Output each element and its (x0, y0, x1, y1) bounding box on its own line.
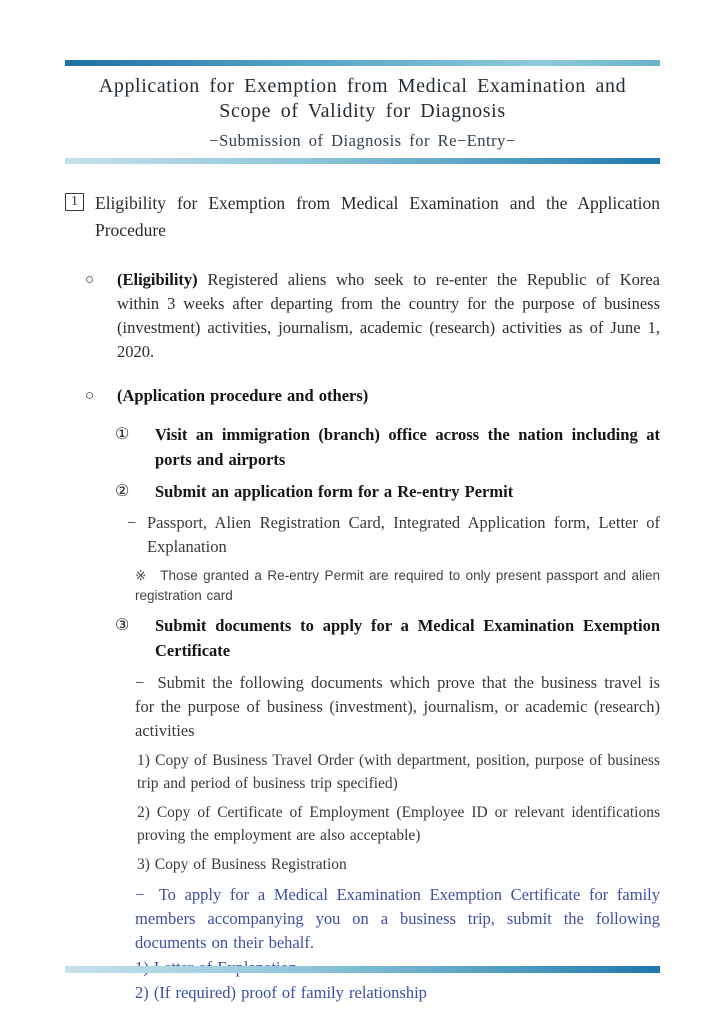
procedure-label: (Application procedure and others) (117, 386, 369, 405)
step-2-note-text: Those granted a Re-entry Permit are required to only present passport and alien registration card (135, 568, 661, 603)
section-1-heading (65, 190, 660, 244)
header-top-bar (65, 60, 660, 66)
family-note-paragraph (65, 883, 660, 955)
dash-icon: − (135, 885, 145, 904)
title-line-2: Scope of Validity for Diagnosis (219, 100, 506, 122)
step-3-detail (65, 671, 660, 743)
step-1-text: Visit an immigration (branch) office across the nation including at ports and airports (155, 425, 660, 469)
procedure-step-2 (65, 479, 660, 504)
circle-bullet-icon: ○ (85, 388, 95, 404)
circled-3-icon: ③ (115, 617, 130, 634)
family-members-note (65, 883, 660, 1005)
footer-bar (65, 966, 660, 973)
required-document-3: 3) Copy of Business Registration (137, 856, 347, 873)
document-subtitle: −Submission of Diagnosis for Re−Entry− (209, 131, 516, 150)
procedure-step-1 (65, 422, 660, 472)
title-line-1: Application for Exemption from Medical Examination and (98, 75, 627, 97)
required-document-1: 1) Copy of Business Travel Order (with department, position, purpose of business trip and period of business trip specified) (137, 752, 660, 792)
step-2-detail-text: Passport, Alien Registration Card, Integrated Application form, Letter of Explanation (147, 513, 660, 556)
document-title (65, 74, 660, 124)
eligibility-paragraph (65, 268, 660, 364)
reference-mark-icon: ※ (135, 568, 148, 583)
section-number-box: 1 (65, 193, 84, 211)
family-note-text: To apply for a Medical Examination Exemption Certificate for family members accompanying you on a business trip, submit the following documents on their behalf. (135, 885, 660, 952)
eligibility-label: (Eligibility) (117, 270, 198, 289)
step-2-detail (65, 511, 660, 559)
step-3-text: Submit documents to apply for a Medical Examination Exemption Certificate (155, 616, 660, 660)
section-heading-text: Eligibility for Exemption from Medical Examination and the Application Procedure (95, 193, 660, 240)
procedure-step-3 (65, 613, 660, 663)
step-3-detail-text: Submit the following documents which prove that the business travel is for the purpose of business (investment), journalism, or academic (research) activities (135, 673, 661, 740)
procedure-heading (65, 384, 660, 408)
family-document-2: 2) (If required) proof of family relationship (135, 983, 427, 1002)
circle-bullet-icon: ○ (85, 272, 95, 288)
dash-icon: − (135, 673, 145, 692)
required-document-2: 2) Copy of Certificate of Employment (Employee ID or relevant identifications proving the employment are also acceptable) (137, 804, 660, 844)
step-2-note (65, 566, 660, 606)
header-bottom-bar (65, 158, 660, 164)
dash-icon: − (127, 513, 137, 532)
circled-2-icon: ② (115, 483, 130, 500)
step-2-text: Submit an application form for a Re-entry Permit (155, 482, 514, 501)
eligibility-text: Registered aliens who seek to re-enter the Republic of Korea within 3 weeks after departing from the country for the purpose of business (investment) activities, journalism, academic (research) activities as of June 1, 2020. (117, 270, 660, 361)
circled-1-icon: ① (115, 426, 130, 443)
